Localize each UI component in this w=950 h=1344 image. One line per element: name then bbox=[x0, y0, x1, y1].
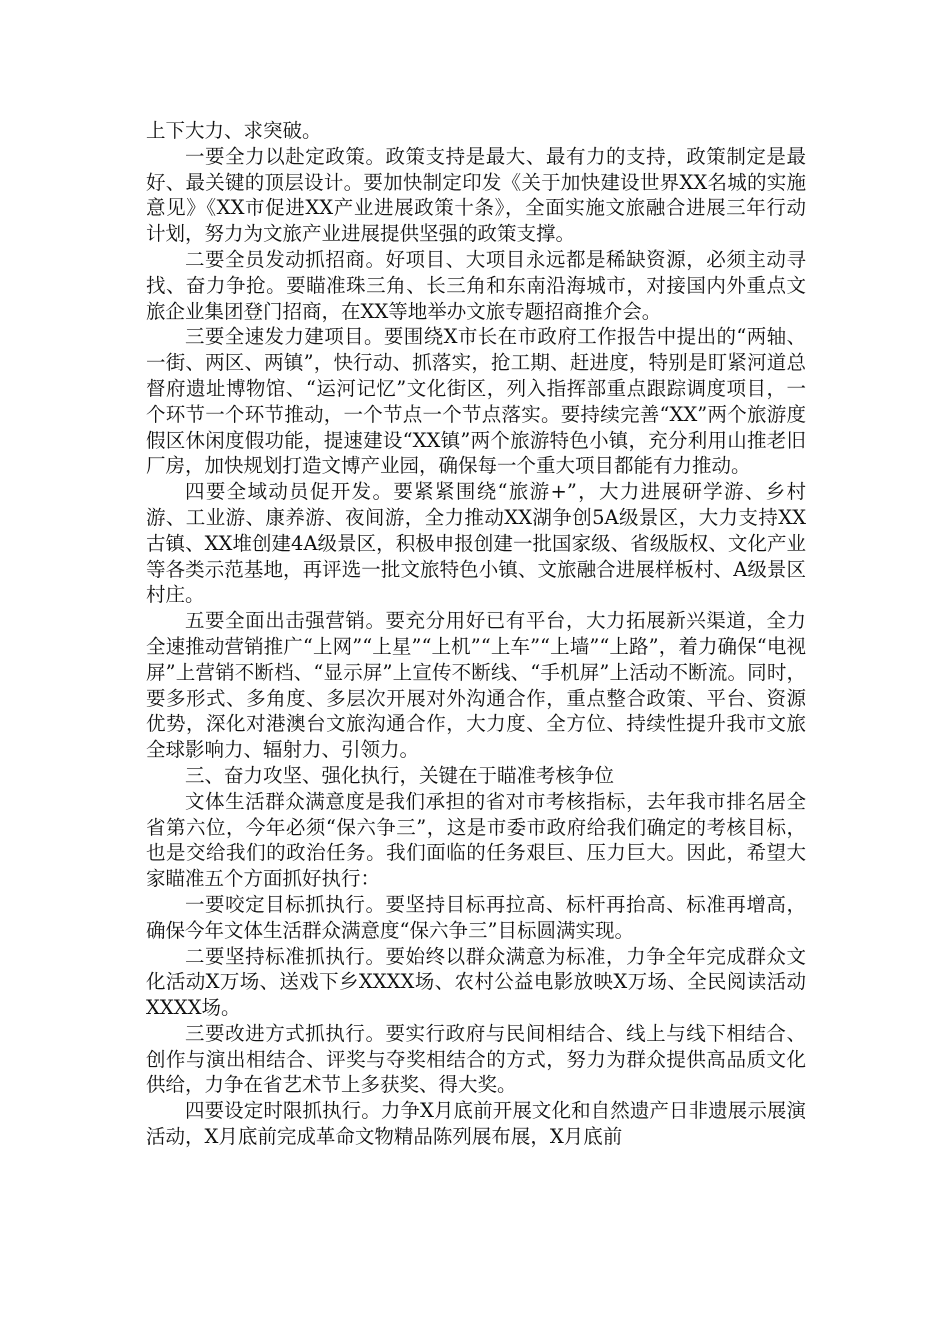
paragraph-1: 上下大力、求突破。 bbox=[146, 119, 322, 142]
section-heading: 三、奋力攻坚、强化执行，关键在于瞄准考核争位 bbox=[185, 763, 615, 787]
paragraph-8: 文体生活群众满意度是我们承担的省对市考核指标，去年我市排名居全省第六位，今年必须“保六争三”，这是市委市政府给我们确定的考核目标，也是交给我们的政治任务。我们面临的任务艰巨、压力巨大。因此，希望大家瞄准五个方面抓好执行： bbox=[146, 789, 806, 891]
paragraph-5: 四要全域动员促开发。要紧紧围绕“旅游+”，大力进展研学游、乡村游、工业游、康养游、夜间游，全力推动XX湖争创5A级景区，大力支持XX古镇、XX堆创建4A级景区，积极申报创建一批国家级、省级版权、文化产业等各类示范基地，再评选一批文旅特色小镇、文旅融合进展样板村、A级景区村庄。 bbox=[146, 480, 806, 607]
paragraph-10: 二要坚持标准抓执行。要始终以群众满意为标准，力争全年完成群众文化活动X万场、送戏下乡XXXX场、农村公益电影放映X万场、全民阅读活动XXXX场。 bbox=[146, 944, 806, 1020]
paragraph-2: 一要全力以赴定政策。政策支持是最大、最有力的支持，政策制定是最好、最关键的顶层设计。要加快制定印发《关于加快建设世界XX名城的实施意见》《XX市促进XX产业进展政策十条》，全面实施文旅融合进展三年行动计划，努力为文旅产业进展提供坚强的政策支撑。 bbox=[146, 144, 806, 246]
paragraph-6: 五要全面出击强营销。要充分用好已有平台，大力拓展新兴渠道，全力全速推动营销推广“上网”“上星”“上机”“上车”“上墙”“上路”，着力确保“电视屏”上营销不断档、“显示屏”上宣传不断线、“手机屏”上活动不断流。同时，要多形式、多角度、多层次开展对外沟通合作，重点整合政策、平台、资源优势，深化对港澳台文旅沟通合作，大力度、全方位、持续性提升我市文旅全球影响力、辐射力、引领力。 bbox=[146, 609, 806, 762]
document-page bbox=[146, 118, 806, 1150]
paragraph-9: 一要咬定目标抓执行。要坚持目标再拉高、标杆再抬高、标准再增高，确保今年文体生活群众满意度“保六争三”目标圆满实现。 bbox=[146, 892, 806, 942]
paragraph-12: 四要设定时限抓执行。力争X月底前开展文化和自然遗产日非遗展示展演活动，X月底前完成革命文物精品陈列展布展，X月底前 bbox=[146, 1099, 806, 1149]
paragraph-4: 三要全速发力建项目。要围绕X市长在市政府工作报告中提出的“两轴、一街、两区、两镇”，快行动、抓落实，抢工期、赶进度，特别是盯紧河道总督府遗址博物馆、“运河记忆”文化街区，列入指挥部重点跟踪调度项目，一个环节一个环节推动，一个节点一个节点落实。要持续完善“XX”两个旅游度假区休闲度假功能，提速建设“XX镇”两个旅游特色小镇，充分利用山推老旧厂房，加快规划打造文博产业园，确保每一个重大项目都能有力推动。 bbox=[146, 325, 806, 478]
paragraph-11: 三要改进方式抓执行。要实行政府与民间相结合、线上与线下相结合、创作与演出相结合、评奖与夺奖相结合的方式，努力为群众提供高品质文化供给，力争在省艺术节上多获奖、得大奖。 bbox=[146, 1021, 806, 1097]
paragraph-3: 二要全员发动抓招商。好项目、大项目永远都是稀缺资源，必须主动寻找、奋力争抢。要瞄准珠三角、长三角和东南沿海城市，对接国内外重点文旅企业集团登门招商，在XX等地举办文旅专题招商推介会。 bbox=[146, 247, 806, 323]
